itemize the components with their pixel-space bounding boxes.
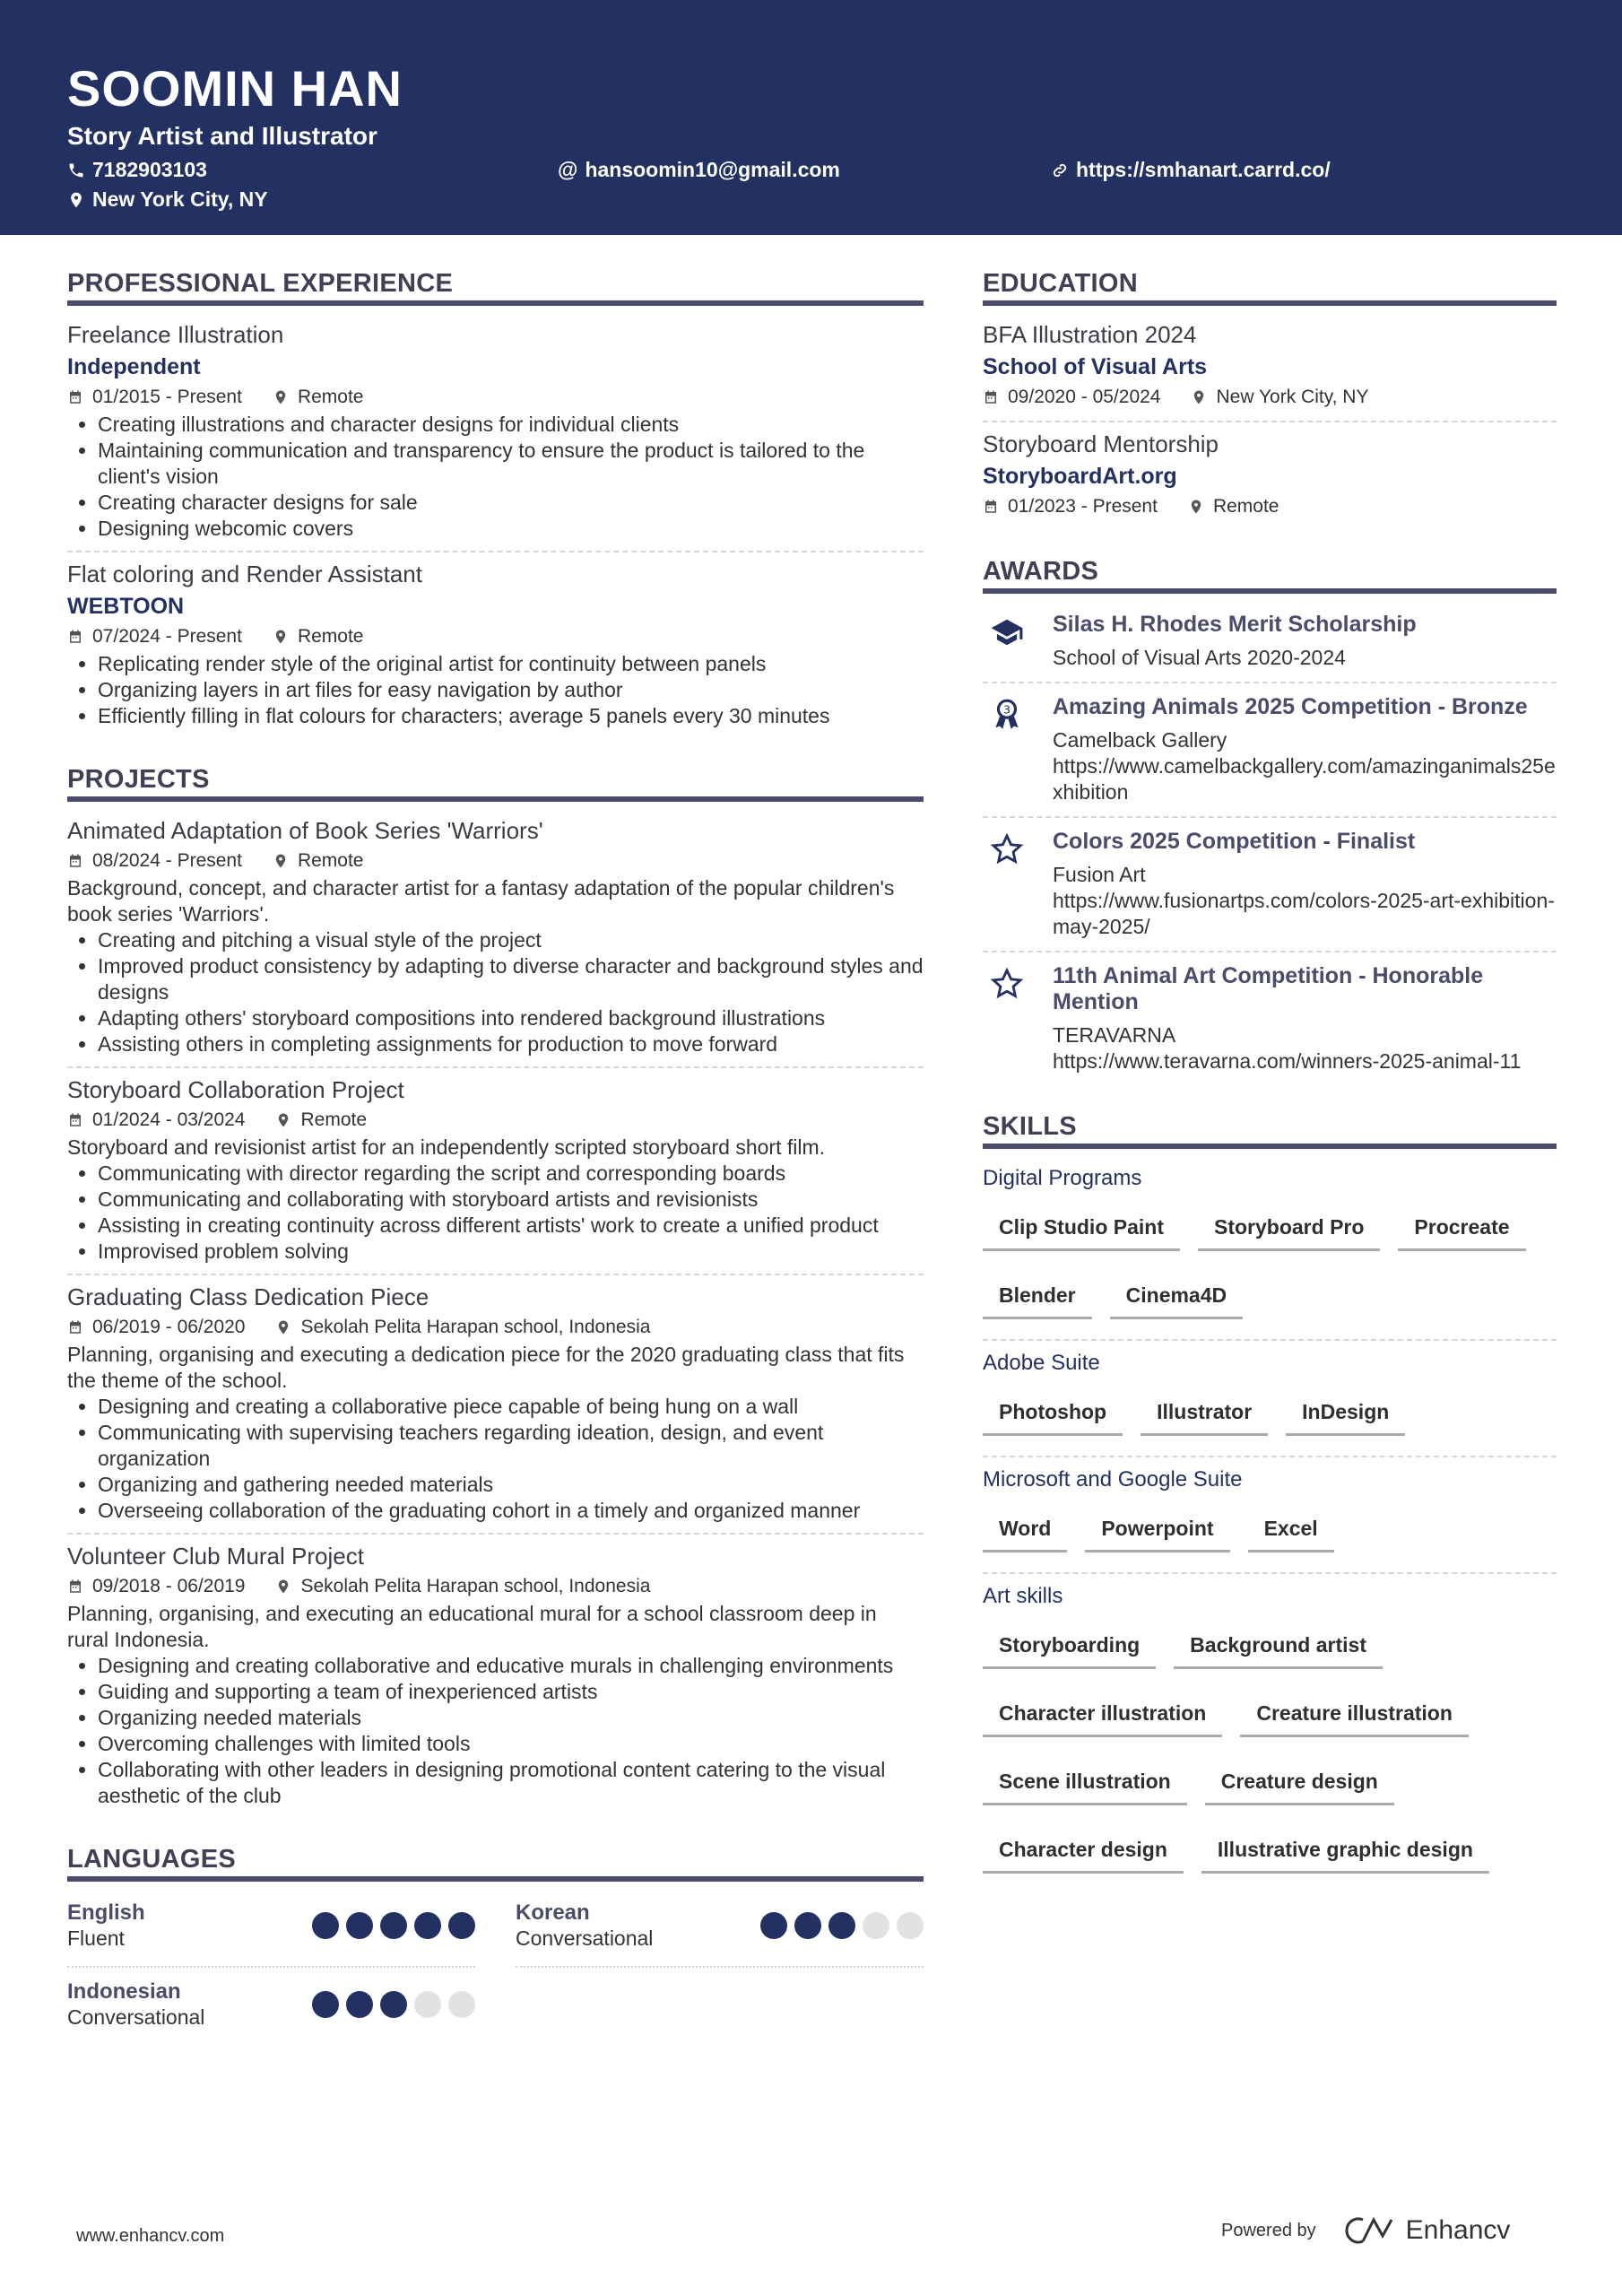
skill-tag: Excel — [1248, 1511, 1334, 1552]
award-details — [1053, 645, 1417, 671]
location-pin-icon — [67, 191, 85, 209]
rating-dot-empty — [414, 1991, 441, 2018]
award-details — [1053, 1022, 1557, 1074]
language-name: English — [67, 1900, 145, 1925]
location-text: Remote — [297, 850, 364, 871]
location-text: Sekolah Pelita Harapan school, Indonesia — [300, 1576, 651, 1596]
calendar-icon — [67, 1319, 83, 1335]
graduation-cap-icon — [990, 615, 1024, 649]
entry-dates — [67, 847, 242, 875]
bullet-item: • Designing webcomic covers — [98, 516, 924, 542]
skill-tag: Word — [983, 1511, 1067, 1552]
bullet-item: • Guiding and supporting a team of inexperienced artists — [98, 1679, 924, 1705]
section-heading: SKILLS — [983, 1112, 1557, 1149]
bullet-item: • Efficiently filling in flat colours for characters; average 5 panels every 30 minutes — [98, 703, 924, 729]
entry-dates — [983, 492, 1158, 521]
entry-location — [273, 383, 364, 412]
skill-tag: Creature illustration — [1240, 1696, 1469, 1737]
website-text[interactable]: https://smhanart.carrd.co/ — [1076, 158, 1331, 181]
language-level: Fluent — [67, 1926, 125, 1950]
star-icon — [990, 832, 1024, 866]
entry-title: BFA Illustration 2024 — [983, 321, 1197, 348]
skill-tag: Storyboard Pro — [1198, 1210, 1380, 1251]
language-text — [516, 1900, 653, 1952]
bullet-item: • Overseeing collaboration of the graduating cohort in a timely and organized manner — [98, 1498, 924, 1524]
bullet-list — [98, 1394, 924, 1524]
skill-tag: Illustrator — [1141, 1395, 1268, 1436]
entry-location — [1188, 492, 1279, 521]
entry-meta — [983, 492, 1557, 521]
entry-organization: Independent — [67, 354, 201, 379]
language-rating — [312, 1912, 475, 1939]
bullet-item: • Creating character designs for sale — [98, 490, 924, 516]
skill-tag: Photoshop — [983, 1395, 1123, 1436]
bullet-list — [98, 1653, 924, 1809]
dates-text: 01/2015 - Present — [92, 387, 242, 407]
language-level: Conversational — [516, 1926, 654, 1950]
brand-text: Enhancv — [1405, 2215, 1511, 2245]
entry-title: Flat coloring and Render Assistant — [67, 561, 422, 587]
calendar-icon — [67, 1578, 83, 1595]
entry-meta — [67, 622, 924, 651]
entry-description: Planning, organising and executing a dedication piece for the 2020 graduating class that fits the theme of the school. — [67, 1343, 905, 1392]
powered-by-text: Powered by — [1221, 2220, 1316, 2240]
award-entry — [983, 683, 1557, 818]
award-icon-wrap — [983, 694, 1031, 805]
calendar-icon — [67, 389, 83, 405]
bullet-item: • Improvised problem solving — [98, 1239, 924, 1265]
award-entry — [983, 952, 1557, 1085]
entry-meta — [983, 383, 1557, 412]
award-icon-wrap — [983, 829, 1031, 940]
education-entry — [983, 422, 1557, 530]
award-entry — [983, 818, 1557, 952]
rating-dot-filled — [380, 1991, 407, 2018]
email-text[interactable]: hansoomin10@gmail.com — [585, 158, 840, 181]
bullet-item: • Organizing and gathering needed materials — [98, 1472, 924, 1498]
dates-text: 08/2024 - Present — [92, 850, 242, 871]
award-details — [1053, 862, 1557, 940]
award-title: 11th Animal Art Competition - Honorable Mention — [1053, 963, 1484, 1014]
award-detail-line: TERAVARNA — [1053, 1023, 1176, 1047]
medal-icon — [990, 698, 1024, 732]
svg-text:3: 3 — [1002, 702, 1011, 717]
bullet-item: • Communicating with supervising teachers regarding ideation, design, and event organization — [98, 1420, 924, 1472]
entry-dates — [983, 383, 1160, 412]
right-column — [983, 269, 1557, 1920]
award-detail-line: https://www.camelbackgallery.com/amazinganimals25exhibition — [1053, 754, 1556, 804]
skill-group-title: Art skills — [983, 1584, 1063, 1608]
rating-dot-filled — [380, 1912, 407, 1939]
award-body — [1053, 694, 1557, 805]
award-body — [1053, 963, 1557, 1074]
language-rating — [760, 1912, 924, 1939]
rating-dot-empty — [863, 1912, 889, 1939]
skill-tag: Clip Studio Paint — [983, 1210, 1180, 1251]
bullet-item: • Replicating render style of the original artist for continuity between panels — [98, 651, 924, 677]
rating-dot-filled — [828, 1912, 855, 1939]
entry-dates — [67, 1106, 245, 1135]
enhancv-logo[interactable] — [1343, 2215, 1511, 2246]
bullet-item: • Communicating and collaborating with storyboard artists and revisionists — [98, 1187, 924, 1213]
enhancv-logo-icon — [1343, 2215, 1397, 2246]
language-item — [67, 1889, 475, 1968]
skill-tag: Character illustration — [983, 1696, 1222, 1737]
location — [67, 187, 268, 212]
entry-dates — [67, 1572, 245, 1601]
location-text: Remote — [297, 626, 364, 647]
language-rating — [312, 1991, 475, 2018]
award-detail-line: School of Visual Arts 2020-2024 — [1053, 646, 1346, 669]
rating-dot-filled — [794, 1912, 821, 1939]
entry-title: Storyboard Mentorship — [983, 430, 1219, 457]
rating-dot-filled — [312, 1991, 339, 2018]
bullet-item: • Overcoming challenges with limited tools — [98, 1731, 924, 1757]
location-text: Remote — [297, 387, 364, 407]
languages-section — [67, 1845, 924, 2045]
calendar-icon — [67, 1112, 83, 1128]
website[interactable] — [1051, 158, 1331, 182]
entry-location — [1191, 383, 1368, 412]
language-level: Conversational — [67, 2005, 205, 2029]
skill-group-title: Adobe Suite — [983, 1351, 1100, 1375]
entry-location — [275, 1106, 367, 1135]
dates-text: 01/2023 - Present — [1008, 496, 1158, 517]
rating-dot-filled — [346, 1912, 373, 1939]
location-text: Remote — [1212, 496, 1279, 517]
candidate-name: SOOMIN HAN — [67, 60, 403, 117]
language-name: Indonesian — [67, 1979, 181, 2004]
bullet-item: • Assisting others in completing assignments for production to move forward — [98, 1031, 924, 1057]
bullet-item: • Designing and creating collaborative and educative murals in challenging environments — [98, 1653, 924, 1679]
skill-group-title: Digital Programs — [983, 1166, 1142, 1190]
entry-title: Graduating Class Dedication Piece — [67, 1283, 429, 1310]
dates-text: 09/2018 - 06/2019 — [92, 1576, 246, 1596]
resume-header — [0, 0, 1622, 235]
project-entry — [67, 1068, 924, 1275]
calendar-icon — [67, 853, 83, 869]
bullet-item: • Designing and creating a collaborative piece capable of being hung on a wall — [98, 1394, 924, 1420]
calendar-icon — [983, 499, 999, 515]
award-detail-line: Camelback Gallery — [1053, 728, 1227, 752]
award-icon-wrap — [983, 963, 1031, 1074]
calendar-icon — [67, 629, 83, 645]
entry-organization: StoryboardArt.org — [983, 464, 1177, 489]
entry-location — [273, 847, 364, 875]
location-pin-icon — [275, 1319, 291, 1335]
entry-organization: WEBTOON — [67, 594, 185, 619]
language-item — [516, 1889, 924, 1968]
education-list — [983, 313, 1557, 530]
education-entry — [983, 313, 1557, 422]
entry-dates — [67, 622, 242, 651]
footer-website[interactable]: www.enhancv.com — [76, 2226, 225, 2246]
award-detail-line: Fusion Art — [1053, 863, 1146, 886]
skill-tag: Illustrative graphic design — [1201, 1832, 1489, 1874]
languages-list — [67, 1889, 924, 2045]
entry-meta — [67, 1313, 924, 1342]
skill-tag: Creature design — [1205, 1764, 1394, 1805]
experience-entry — [67, 313, 924, 552]
bullet-item: • Improved product consistency by adapting to diverse character and background styles and designs — [98, 953, 924, 1005]
section-heading: EDUCATION — [983, 269, 1557, 306]
skill-tag: Blender — [983, 1278, 1092, 1319]
bullet-item: • Communicating with director regarding the script and corresponding boards — [98, 1161, 924, 1187]
skill-tag: Powerpoint — [1085, 1511, 1229, 1552]
location-pin-icon — [275, 1578, 291, 1595]
location-pin-icon — [1191, 389, 1207, 405]
entry-title: Animated Adaptation of Book Series 'Warriors' — [67, 817, 543, 844]
skill-group — [983, 1457, 1557, 1574]
project-entry — [67, 1275, 924, 1535]
skill-tags — [983, 1210, 1557, 1328]
award-details — [1053, 727, 1557, 805]
skill-tag: Character design — [983, 1832, 1184, 1874]
location-text: New York City, NY — [92, 187, 268, 211]
entry-dates — [67, 1313, 245, 1342]
bullet-item: • Adapting others' storyboard compositions into rendered background illustrations — [98, 1005, 924, 1031]
award-body — [1053, 829, 1557, 940]
rating-dot-filled — [312, 1912, 339, 1939]
bullet-item: • Collaborating with other leaders in designing promotional content catering to the visual aesthetic of the club — [98, 1757, 924, 1809]
left-column — [67, 269, 924, 2072]
award-body — [1053, 612, 1417, 671]
skill-tags — [983, 1395, 1557, 1445]
rating-dot-empty — [448, 1991, 475, 2018]
bullet-item: • Creating and pitching a visual style of the project — [98, 927, 924, 953]
skill-tags — [983, 1511, 1557, 1561]
entry-location — [275, 1313, 650, 1342]
awards-section — [983, 557, 1557, 1085]
skill-group-title: Microsoft and Google Suite — [983, 1467, 1243, 1492]
entry-description: Planning, organising, and executing an educational mural for a school classroom deep in rural Indonesia. — [67, 1602, 877, 1651]
entry-meta — [67, 1572, 924, 1601]
bullet-list — [98, 927, 924, 1057]
dates-text: 09/2020 - 05/2024 — [1008, 387, 1161, 407]
entry-title: Storyboard Collaboration Project — [67, 1076, 404, 1103]
bullet-list — [98, 651, 924, 729]
entry-organization: School of Visual Arts — [983, 354, 1208, 379]
dates-text: 06/2019 - 06/2020 — [92, 1317, 246, 1337]
language-name: Korean — [516, 1900, 590, 1925]
award-title: Silas H. Rhodes Merit Scholarship — [1053, 612, 1417, 637]
star-icon — [990, 967, 1024, 1001]
skill-tag: Scene illustration — [983, 1764, 1187, 1805]
candidate-title: Story Artist and Illustrator — [67, 122, 377, 150]
at-icon: @ — [558, 158, 578, 181]
location-text: Sekolah Pelita Harapan school, Indonesia — [300, 1317, 651, 1337]
skill-group — [983, 1341, 1557, 1457]
award-entry — [983, 601, 1557, 683]
skills-section — [983, 1112, 1557, 1893]
skill-tags — [983, 1628, 1557, 1883]
section-heading: LANGUAGES — [67, 1845, 924, 1882]
section-heading: AWARDS — [983, 557, 1557, 594]
link-icon — [1051, 161, 1069, 179]
skill-tag: Procreate — [1398, 1210, 1525, 1251]
dates-text: 01/2024 - 03/2024 — [92, 1109, 246, 1130]
skill-tag: InDesign — [1286, 1395, 1405, 1436]
experience-section — [67, 269, 924, 738]
entry-meta — [67, 383, 924, 412]
entry-dates — [67, 383, 242, 412]
phone-icon — [67, 161, 85, 179]
rating-dot-empty — [897, 1912, 924, 1939]
skill-group — [983, 1574, 1557, 1893]
dates-text: 07/2024 - Present — [92, 626, 242, 647]
projects-section — [67, 765, 924, 1818]
location-pin-icon — [273, 629, 289, 645]
bullet-item: • Maintaining communication and transparency to ensure the product is tailored to the client's vision — [98, 438, 924, 490]
language-text — [67, 1900, 145, 1952]
experience-entry — [67, 552, 924, 738]
awards-list — [983, 601, 1557, 1085]
projects-list — [67, 809, 924, 1818]
location-pin-icon — [273, 853, 289, 869]
entry-title: Volunteer Club Mural Project — [67, 1543, 364, 1570]
skill-group — [983, 1156, 1557, 1341]
bullet-item: • Organizing layers in art files for easy navigation by author — [98, 677, 924, 703]
award-detail-line: https://www.teravarna.com/winners-2025-animal-11 — [1053, 1049, 1522, 1073]
entry-meta — [67, 847, 924, 875]
award-title: Amazing Animals 2025 Competition - Bronze — [1053, 694, 1528, 719]
award-detail-line: https://www.fusionartps.com/colors-2025-art-exhibition-may-2025/ — [1053, 889, 1555, 938]
award-title: Colors 2025 Competition - Finalist — [1053, 829, 1416, 854]
skill-tag: Cinema4D — [1110, 1278, 1243, 1319]
bullet-item: • Creating illustrations and character designs for individual clients — [98, 412, 924, 438]
email[interactable] — [558, 158, 840, 182]
skill-tag: Background artist — [1174, 1628, 1383, 1669]
phone — [67, 158, 207, 182]
location-text: New York City, NY — [1216, 387, 1369, 407]
experience-list — [67, 313, 924, 738]
location-text: Remote — [300, 1109, 368, 1130]
rating-dot-filled — [760, 1912, 787, 1939]
education-section — [983, 269, 1557, 530]
rating-dot-filled — [448, 1912, 475, 1939]
language-text — [67, 1979, 204, 2031]
award-icon-wrap — [983, 612, 1031, 671]
location-pin-icon — [1188, 499, 1204, 515]
project-entry — [67, 1535, 924, 1818]
skills-list — [983, 1156, 1557, 1893]
entry-location — [275, 1572, 650, 1601]
location-pin-icon — [273, 389, 289, 405]
calendar-icon — [983, 389, 999, 405]
language-item — [67, 1968, 475, 2045]
phone-text: 7182903103 — [92, 158, 207, 181]
section-heading: PROJECTS — [67, 765, 924, 802]
location-pin-icon — [275, 1112, 291, 1128]
entry-description: Background, concept, and character artist for a fantasy adaptation of the popular children's book series 'Warriors'. — [67, 876, 895, 926]
project-entry — [67, 809, 924, 1068]
skill-tag: Storyboarding — [983, 1628, 1156, 1669]
bullet-list — [98, 412, 924, 542]
rating-dot-filled — [414, 1912, 441, 1939]
bullet-list — [98, 1161, 924, 1265]
entry-meta — [67, 1106, 924, 1135]
footer-branding — [1221, 2215, 1510, 2246]
section-heading: PROFESSIONAL EXPERIENCE — [67, 269, 924, 306]
entry-title: Freelance Illustration — [67, 321, 284, 348]
bullet-item: • Organizing needed materials — [98, 1705, 924, 1731]
rating-dot-filled — [346, 1991, 373, 2018]
bullet-item: • Assisting in creating continuity across different artists' work to create a unified product — [98, 1213, 924, 1239]
entry-description: Storyboard and revisionist artist for an independently scripted storyboard short film. — [67, 1135, 826, 1159]
entry-location — [273, 622, 364, 651]
